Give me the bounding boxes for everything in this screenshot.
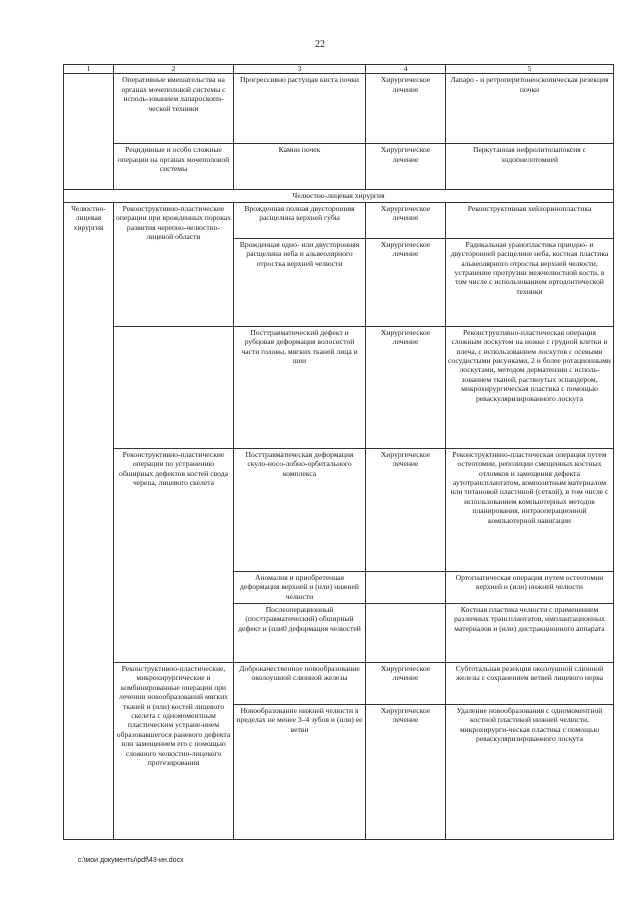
column-number-4: 4 xyxy=(366,65,446,74)
intervention-cell: Оперативные вмешательства на органах мочеполовой системы с исполь-зованием лапароскопи-ческой техники xyxy=(114,74,234,144)
diagnosis-cell: Новообразование нижней челюсти в пределах не менее 3–4 зубов и (или) ее ветви xyxy=(234,704,366,839)
intervention-cell: Рецидивные и особо сложные операции на органах мочеполовой системы xyxy=(114,144,234,190)
page-number: 22 xyxy=(315,39,325,50)
treatment-type-cell-empty xyxy=(366,571,446,603)
method-cell: Реконструктивно-пластическая операция сложным лоскутом на ножке с грудной клетки и плеча, с использованием лоскутов с осевыми сосудистыми рисунками, 2 и более ротационными лоскутами, методом дерматензии с исполь-зованием тканей, растянутых эспандером, микрохирургическая пластика с помощью реваскуляризированного лоскута xyxy=(446,326,614,448)
intervention-cell-empty xyxy=(114,326,234,448)
table-row xyxy=(64,144,614,190)
section-row xyxy=(64,190,614,202)
diagnosis-cell: Аномалия и приобретенная деформация верхней и (или) нижней челюсти xyxy=(234,571,366,603)
treatment-type-cell: Хирургическое лечение xyxy=(366,238,446,326)
services-table xyxy=(63,64,614,840)
method-cell: Костная пластика челюсти с применением различных трансплантатов, имплантационных материалов и (или) дистракционного аппарата xyxy=(446,603,614,662)
column-number-3: 3 xyxy=(234,65,366,74)
file-path-footer: c:\мои документы\pdf\43-ин.docx xyxy=(78,857,184,864)
intervention-cell: Реконструктивно-пластические операции по устранению обширных дефектов костей свода черепа, лицевого скелета xyxy=(114,448,234,662)
treatment-type-cell: Хирургическое лечение xyxy=(366,326,446,448)
method-cell: Лапаро - и ретроперитонеоскопическая резекция почки xyxy=(446,74,614,144)
diagnosis-cell: Прогрессивно растущая киста почки xyxy=(234,74,366,144)
table-row xyxy=(64,662,614,704)
diagnosis-cell: Врожденная полная двусторонняя расщелина верхней губы xyxy=(234,202,366,238)
table-row xyxy=(64,326,614,448)
diagnosis-cell: Доброкачественное новообразование околоушной слюнной железы xyxy=(234,662,366,704)
method-cell: Ортогнатическая операция путем остеотомии верхней и (или) нижней челюсти xyxy=(446,571,614,603)
table-row xyxy=(64,74,614,144)
method-cell: Удаление новообразования с одномоментной костной пластикой нижней челюсти, микрохирурги-ческая пластика с помощью реваскуляризированного лоскута xyxy=(446,704,614,839)
diagnosis-cell: Послеоперационный (посттравматический) обширный дефект и (или0 деформация челюстей xyxy=(234,603,366,662)
method-cell: Радикальная уранопластика приодно- и двусторонней расщелине неба, костная пластика альвеолярного отростка верхней челюсти, устранение протрузии межчелюстной кости, в том числе с использованием ортодонтической техники xyxy=(446,238,614,326)
treatment-type-cell: Хирургическое лечение xyxy=(366,144,446,190)
treatment-type-cell: Хирургическое лечение xyxy=(366,202,446,238)
treatment-type-cell: Хирургическое лечение xyxy=(366,662,446,704)
method-cell: Реконструктивно-пластическая операция путем остеотомии, репозиции смещенных костных отломков и замещения дефекта аутотрансплантатом, композитным материалом или титановой пластиной (сеткой), в том числе с использованием компьютерных методов планирования, интраоперационной компьютерной навигации xyxy=(446,448,614,571)
treatment-type-cell-empty xyxy=(366,603,446,662)
intervention-cell: Реконструктивно-пластические, микрохирургические и комбинированные операции при лечении новообразований мягких тканей и (или) костей лицевого скелета с одномоментным пластическим устране-нием образовавшегося раневого дефекта или замещением его с помощью сложного челюстно-лицевого протезирования xyxy=(114,662,234,839)
table-row xyxy=(64,448,614,571)
method-cell: Реконструктивная хейлоринопластика xyxy=(446,202,614,238)
diagnosis-cell: Камни почек xyxy=(234,144,366,190)
column-number-1: 1 xyxy=(64,65,114,74)
column-number-5: 5 xyxy=(446,65,614,74)
method-cell: Перкутанная нефролитолапоксия с эндопиелотомией xyxy=(446,144,614,190)
specialty-cell-empty xyxy=(64,74,114,190)
specialty-cell: Челюстно-лицевая хирургия xyxy=(64,202,114,839)
table-row xyxy=(64,202,614,238)
table-header-row xyxy=(64,65,614,74)
column-number-2: 2 xyxy=(114,65,234,74)
intervention-cell: Реконструктивно-пластические операции при врожденных пороках развития черепно-челюстно-лицевой области xyxy=(114,202,234,326)
section-title: Челюстно-лицевая хирургия xyxy=(64,190,614,202)
treatment-type-cell: Хирургическое лечение xyxy=(366,704,446,839)
method-cell: Субтотальная резекция околоушной слюнной железы с сохранением ветвей лицевого нерва xyxy=(446,662,614,704)
treatment-type-cell: Хирургическое лечение xyxy=(366,74,446,144)
diagnosis-cell: Посттравматический дефект и рубцовая деформация волосистой части головы, мягких тканей лица и шеи xyxy=(234,326,366,448)
diagnosis-cell: Врожденная одно- или двусторонняя расщелина неба и альвеолярного отростка верхней челюсти xyxy=(234,238,366,326)
treatment-type-cell: Хирургическое лечение xyxy=(366,448,446,571)
diagnosis-cell: Посттравматическая деформация скуло-носо-лобно-орбитального комплекса xyxy=(234,448,366,571)
